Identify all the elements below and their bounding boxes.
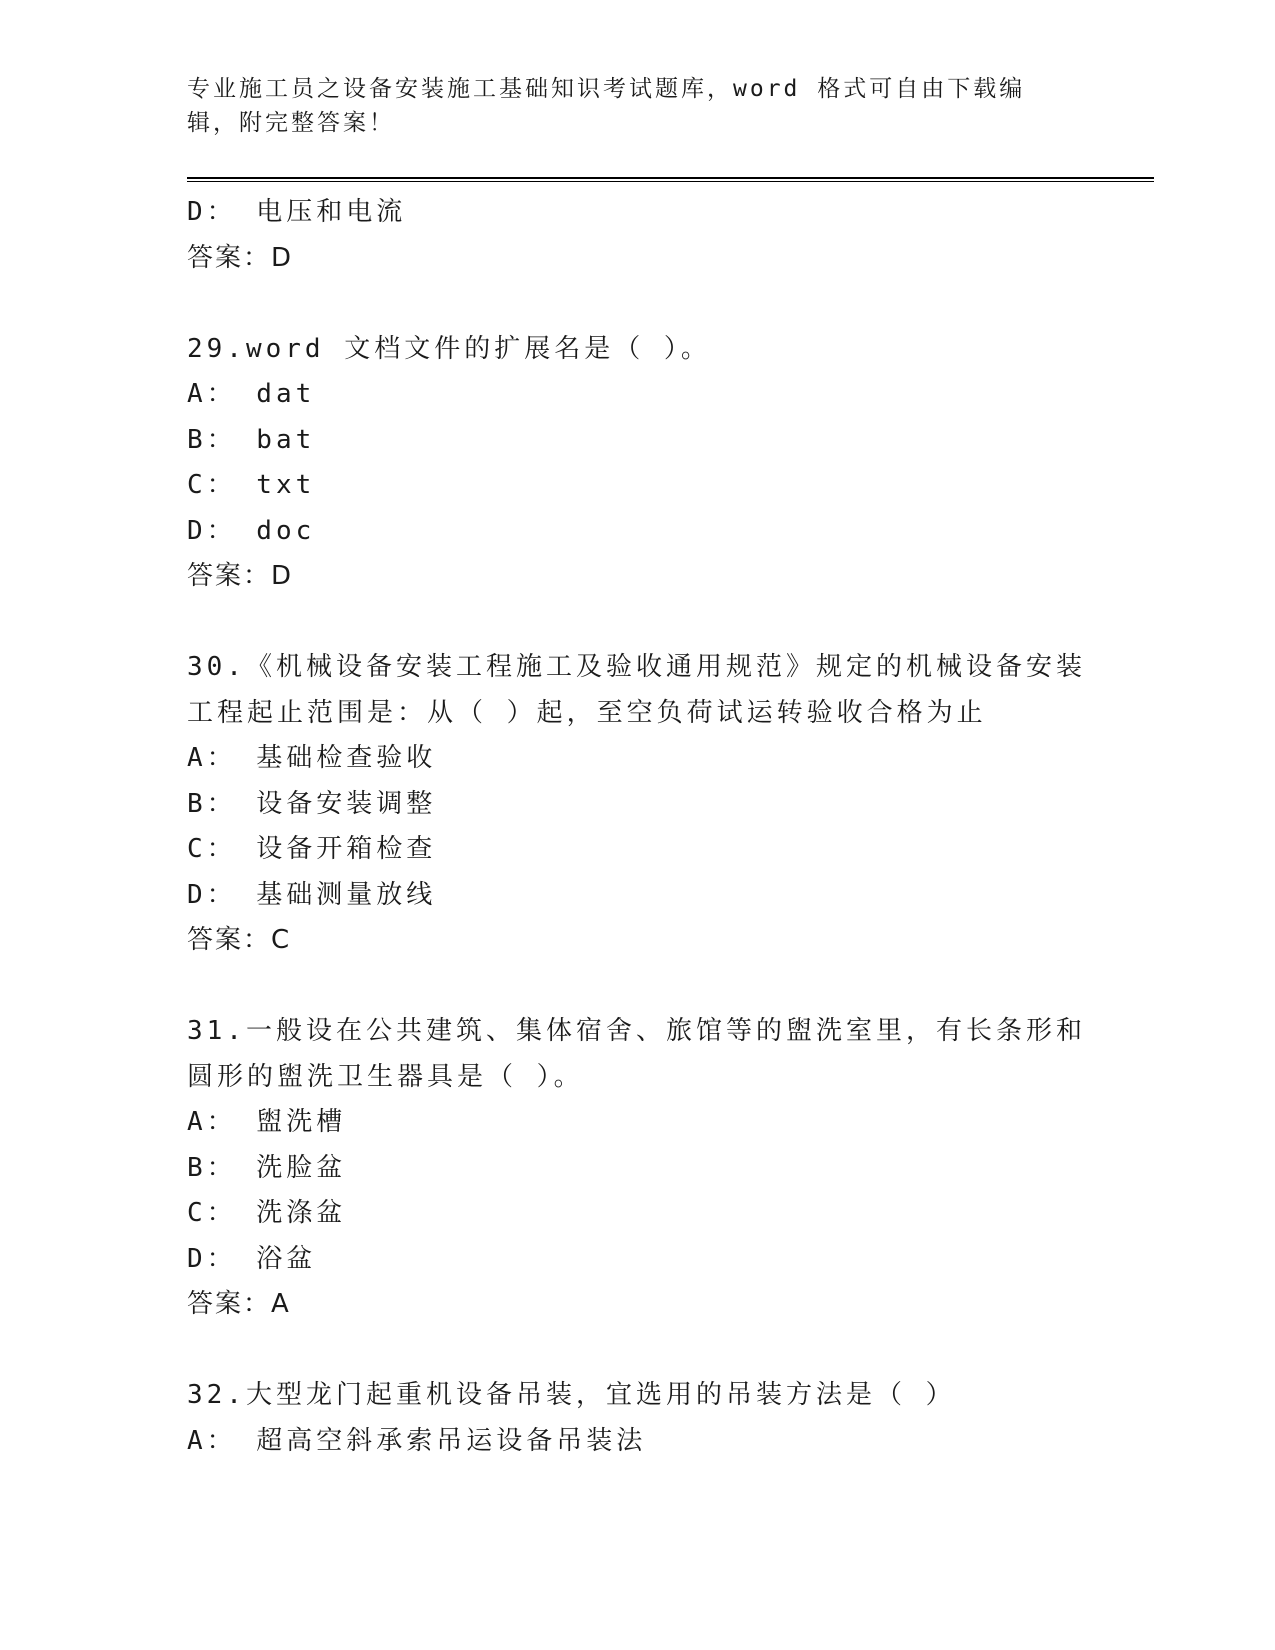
option-c: C： 洗涤盆 — [187, 1198, 347, 1228]
option-a: A： dat — [187, 379, 316, 409]
option-b: B： 洗脸盆 — [187, 1152, 347, 1183]
option-d: D： 基础测量放线 — [187, 879, 437, 910]
question-32 — [187, 1373, 1087, 1464]
question-stem: 29.word 文档文件的扩展名是（ ）。 — [187, 333, 711, 364]
question-30 — [187, 645, 1087, 964]
page-header: 专业施工员之设备安装施工基础知识考试题库，word 格式可自由下载编辑，附完整答案！ — [187, 76, 1026, 136]
option-b: B： bat — [187, 424, 316, 455]
question-31 — [187, 1009, 1087, 1328]
header-divider — [187, 177, 1154, 182]
option-a: A： 超高空斜承索吊运设备吊装法 — [187, 1425, 647, 1456]
question-stem: 30.《机械设备安装工程施工及验收通用规范》规定的机械设备安装工程起止范围是：从（ ）起，至空负荷试运转验收合格为止 — [187, 652, 1086, 728]
option-c: C： txt — [187, 470, 316, 500]
carryover-answer: 答案：D — [187, 242, 294, 273]
option-d: D： doc — [187, 515, 316, 546]
spacer — [187, 600, 1087, 646]
question-stem: 31.一般设在公共建筑、集体宿舍、旅馆等的盥洗室里，有长条形和圆形的盥洗卫生器具是（ ）。 — [187, 1016, 1086, 1092]
carryover-option-d: D： 电压和电流 — [187, 197, 407, 227]
answer-line: 答案：A — [187, 1289, 291, 1319]
option-a: A： 基础检查验收 — [187, 743, 437, 773]
option-b: B： 设备安装调整 — [187, 788, 437, 819]
option-a: A： 盥洗槽 — [187, 1107, 347, 1137]
answer-line: 答案：D — [187, 561, 294, 591]
spacer — [187, 281, 1087, 327]
spacer — [187, 1328, 1087, 1374]
question-stem: 32.大型龙门起重机设备吊装，宜选用的吊装方法是（ ） — [187, 1380, 956, 1410]
option-c: C： 设备开箱检查 — [187, 834, 437, 864]
answer-line: 答案：C — [187, 925, 292, 955]
document-body — [187, 190, 1087, 1464]
option-d: D： 浴盆 — [187, 1243, 317, 1274]
question-29 — [187, 327, 1087, 600]
spacer — [187, 964, 1087, 1010]
